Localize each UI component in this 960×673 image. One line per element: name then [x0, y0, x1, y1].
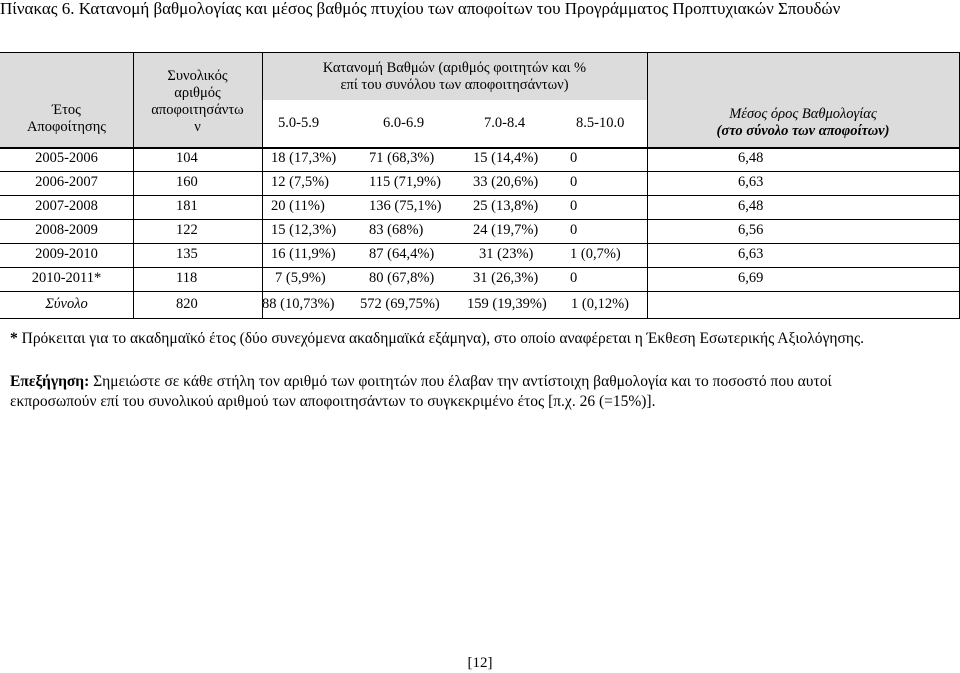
cell-range-3: 25 (13,8%) — [473, 198, 539, 214]
cell-mean: 6,48 — [738, 198, 764, 214]
cell-range-2: 136 (75,1%) — [369, 198, 442, 214]
page-number: [12] — [467, 655, 493, 671]
cell-total: 118 — [176, 270, 198, 286]
cell-range-4: 0 — [570, 150, 578, 166]
cell-mean: 6,63 — [738, 174, 764, 190]
cell-range-4: 0 — [570, 270, 578, 286]
cell-year: 2007-2008 — [35, 198, 98, 214]
row-divider — [0, 243, 960, 244]
cell-mean: 6,69 — [738, 270, 764, 286]
table-top-border — [0, 52, 960, 53]
cell-range-3: 33 (20,6%) — [473, 174, 539, 190]
footnote-star: * — [10, 330, 18, 347]
explanation — [10, 372, 832, 392]
cell-year: 2010-2011* — [31, 270, 102, 286]
cell-total-label: Σύνολο — [45, 296, 88, 312]
cell-range-1: 88 (10,73%) — [262, 296, 335, 312]
column-divider — [647, 52, 648, 318]
cell-range-4: 0 — [570, 222, 578, 238]
table-bottom-border — [0, 318, 960, 319]
cell-year: 2009-2010 — [35, 246, 98, 262]
row-divider — [0, 267, 960, 268]
cell-range-1: 20 (11%) — [271, 198, 325, 214]
cell-range-3: 31 (26,3%) — [473, 270, 539, 286]
row-divider — [0, 171, 960, 172]
header-total-label: Συνολικός αριθμός αποφοιτησάντω ν — [151, 68, 244, 135]
cell-range-1: 7 (5,9%) — [275, 270, 326, 286]
cell-range-1: 12 (7,5%) — [271, 174, 329, 190]
cell-range-2: 572 (69,75%) — [360, 296, 440, 312]
explanation-label: Επεξήγηση: — [10, 373, 90, 390]
cell-range-4: 0 — [570, 174, 578, 190]
explanation-line-2: εκπροσωπούν επί του συνολικού αριθμού των αποφοιτησάντων το συγκεκριμένο έτος [π.χ. 26 (=15%)]. — [10, 393, 656, 410]
table-caption: Πίνακας 6. Κατανομή βαθμολογίας και μέσος βαθμός πτυχίου των αποφοίτων του Προγράμματος Προπτυχιακών Σπουδών — [0, 0, 841, 18]
cell-range-3: 15 (14,4%) — [473, 150, 539, 166]
cell-range-1: 16 (11,9%) — [271, 246, 336, 262]
cell-range-2: 115 (71,9%) — [369, 174, 441, 190]
footnote — [10, 329, 864, 349]
cell-total: 135 — [176, 246, 198, 262]
row-divider — [0, 291, 960, 292]
cell-total: 122 — [176, 222, 198, 238]
cell-range-3: 31 (23%) — [479, 246, 534, 262]
cell-total: 104 — [176, 150, 198, 166]
cell-year: 2005-2006 — [35, 150, 98, 166]
header-range-2: 6.0-6.9 — [383, 115, 425, 131]
cell-range-4: 1 (0,7%) — [570, 246, 621, 262]
row-divider — [0, 195, 960, 196]
cell-total: 160 — [176, 174, 198, 190]
explanation-line-1: Σημειώστε σε κάθε στήλη τον αριθμό των φοιτητών που έλαβαν την αντίστοιχη βαθμολογία και το ποσοστό που αυτοί — [89, 373, 832, 390]
header-range-4: 8.5-10.0 — [576, 115, 625, 131]
cell-range-3: 159 (19,39%) — [467, 296, 547, 312]
cell-range-3: 24 (19,7%) — [473, 222, 539, 238]
header-distribution-label: Κατανομή Βαθμών (αριθμός φοιτητών και % επί του συνόλου των αποφοιτησάντων) — [322, 60, 587, 93]
cell-range-1: 18 (17,3%) — [271, 150, 337, 166]
header-bottom-border — [0, 147, 960, 149]
footnote-text: Πρόκειται για το ακαδημαϊκό έτος (δύο συνεχόμενα ακαδημαϊκά εξάμηνα), στο οποίο αναφέρεται η Έκθεση Εσωτερικής Αξιολόγησης. — [17, 330, 864, 347]
cell-range-2: 87 (64,4%) — [369, 246, 435, 262]
cell-range-4: 1 (0,12%) — [571, 296, 629, 312]
header-mean-label: Μέσος όρος Βαθμολογίας (στο σύνολο των αποφοίτων) — [716, 106, 890, 139]
cell-mean: 6,48 — [738, 150, 764, 166]
cell-mean: 6,63 — [738, 246, 764, 262]
header-range-1: 5.0-5.9 — [278, 115, 320, 131]
cell-total: 820 — [176, 296, 198, 312]
cell-range-2: 80 (67,8%) — [369, 270, 435, 286]
header-year-label: Έτος Αποφοίτησης — [26, 102, 107, 135]
cell-total: 181 — [176, 198, 198, 214]
cell-year: 2006-2007 — [35, 174, 98, 190]
cell-range-4: 0 — [570, 198, 578, 214]
header-range-3: 7.0-8.4 — [484, 115, 526, 131]
row-divider — [0, 219, 960, 220]
cell-mean: 6,56 — [738, 222, 764, 238]
cell-range-2: 83 (68%) — [369, 222, 424, 238]
cell-range-1: 15 (12,3%) — [271, 222, 337, 238]
cell-year: 2008-2009 — [35, 222, 98, 238]
cell-range-2: 71 (68,3%) — [369, 150, 435, 166]
